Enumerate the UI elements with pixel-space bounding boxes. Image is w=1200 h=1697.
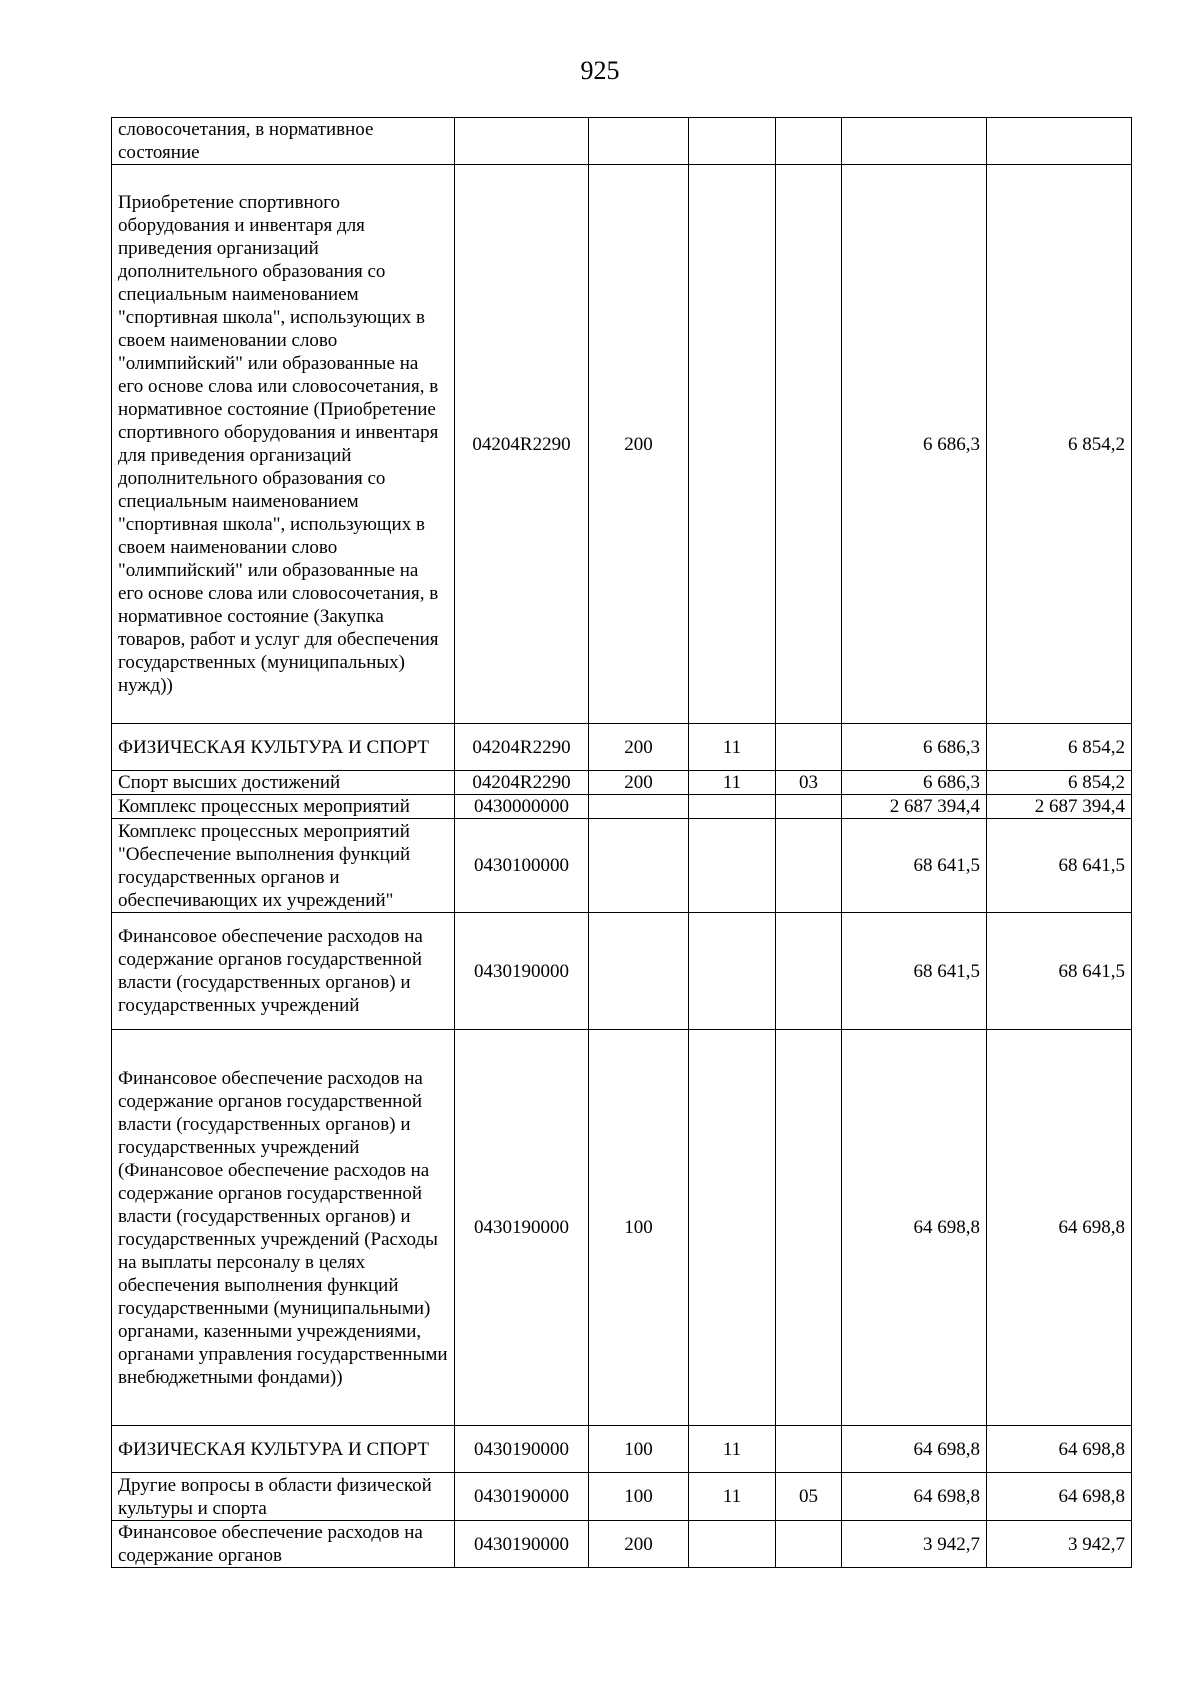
row-target-code: 04204R2290 <box>455 165 589 724</box>
row-target-code <box>455 118 589 165</box>
row-section <box>689 1030 776 1426</box>
row-expense-type: 100 <box>589 1030 689 1426</box>
row-section: 11 <box>689 771 776 795</box>
row-subsection <box>776 165 842 724</box>
row-amount-year2: 6 854,2 <box>987 165 1132 724</box>
row-expense-type: 100 <box>589 1426 689 1473</box>
page-number: 925 <box>580 56 620 85</box>
row-expense-type: 200 <box>589 1521 689 1568</box>
row-name: словосочетания, в нормативное состояние <box>112 118 455 165</box>
row-section: 11 <box>689 1426 776 1473</box>
row-amount-year2: 6 854,2 <box>987 724 1132 771</box>
row-subsection <box>776 1030 842 1426</box>
row-target-code: 0430190000 <box>455 1521 589 1568</box>
row-amount-year2: 64 698,8 <box>987 1473 1132 1521</box>
row-target-code: 0430190000 <box>455 1426 589 1473</box>
row-expense-type: 200 <box>589 724 689 771</box>
row-expense-type: 200 <box>589 165 689 724</box>
row-amount-year1: 6 686,3 <box>842 771 987 795</box>
row-subsection <box>776 1521 842 1568</box>
row-amount-year2: 68 641,5 <box>987 819 1132 913</box>
row-target-code: 04204R2290 <box>455 771 589 795</box>
row-name: Комплекс процессных мероприятий <box>112 795 455 819</box>
row-name: ФИЗИЧЕСКАЯ КУЛЬТУРА И СПОРТ <box>112 724 455 771</box>
row-subsection <box>776 819 842 913</box>
row-section <box>689 1521 776 1568</box>
row-amount-year1: 2 687 394,4 <box>842 795 987 819</box>
row-expense-type: 100 <box>589 1473 689 1521</box>
row-subsection <box>776 118 842 165</box>
row-subsection <box>776 724 842 771</box>
row-amount-year2: 6 854,2 <box>987 771 1132 795</box>
row-amount-year2: 64 698,8 <box>987 1030 1132 1426</box>
row-amount-year2: 2 687 394,4 <box>987 795 1132 819</box>
table-row <box>112 1030 1132 1426</box>
table-row <box>112 724 1132 771</box>
row-name: Другие вопросы в области физической культуры и спорта <box>112 1473 455 1521</box>
row-subsection <box>776 1426 842 1473</box>
row-amount-year2: 64 698,8 <box>987 1426 1132 1473</box>
row-section: 11 <box>689 1473 776 1521</box>
row-amount-year1: 64 698,8 <box>842 1426 987 1473</box>
budget-table-body <box>112 118 1132 1568</box>
row-amount-year1 <box>842 118 987 165</box>
table-row <box>112 819 1132 913</box>
row-name: Финансовое обеспечение расходов на содержание органов <box>112 1521 455 1568</box>
row-expense-type <box>589 118 689 165</box>
row-name: Финансовое обеспечение расходов на содержание органов государственной власти (государственных органов) и государственных учреждений (Финансовое обеспечение расходов на содержание органов государственной власти (государственных органов) и государственных учреждений (Расходы на выплаты персоналу в целях обеспечения выполнения функций государственными (муниципальными) органами, казенными учреждениями, органами управления государственными внебюджетными фондами)) <box>112 1030 455 1426</box>
table-row <box>112 795 1132 819</box>
row-target-code: 0430100000 <box>455 819 589 913</box>
row-expense-type: 200 <box>589 771 689 795</box>
row-amount-year2: 3 942,7 <box>987 1521 1132 1568</box>
row-name: Спорт высших достижений <box>112 771 455 795</box>
table-row <box>112 118 1132 165</box>
row-subsection: 05 <box>776 1473 842 1521</box>
row-amount-year1: 3 942,7 <box>842 1521 987 1568</box>
row-target-code: 04204R2290 <box>455 724 589 771</box>
table-row <box>112 1426 1132 1473</box>
row-amount-year2 <box>987 118 1132 165</box>
row-section <box>689 913 776 1030</box>
row-name: ФИЗИЧЕСКАЯ КУЛЬТУРА И СПОРТ <box>112 1426 455 1473</box>
table-row <box>112 913 1132 1030</box>
row-amount-year1: 68 641,5 <box>842 819 987 913</box>
row-amount-year1: 6 686,3 <box>842 165 987 724</box>
row-target-code: 0430190000 <box>455 913 589 1030</box>
table-row <box>112 771 1132 795</box>
row-section <box>689 165 776 724</box>
budget-table <box>111 117 1132 1568</box>
table-row <box>112 165 1132 724</box>
row-section <box>689 795 776 819</box>
row-name: Финансовое обеспечение расходов на содержание органов государственной власти (государственных органов) и государственных учреждений <box>112 913 455 1030</box>
row-target-code: 0430000000 <box>455 795 589 819</box>
table-row <box>112 1521 1132 1568</box>
row-expense-type <box>589 913 689 1030</box>
row-subsection <box>776 795 842 819</box>
row-subsection: 03 <box>776 771 842 795</box>
row-section <box>689 819 776 913</box>
row-name: Приобретение спортивного оборудования и инвентаря для приведения организаций дополнительного образования со специальным наименованием "спортивная школа", использующих в своем наименовании слово "олимпийский" или образованные на его основе слова или словосочетания, в нормативное состояние (Приобретение спортивного оборудования и инвентаря для приведения организаций дополнительного образования со специальным наименованием "спортивная школа", использующих в своем наименовании слово "олимпийский" или образованные на его основе слова или словосочетания, в нормативное состояние (Закупка товаров, работ и услуг для обеспечения государственных (муниципальных) нужд)) <box>112 165 455 724</box>
row-expense-type <box>589 819 689 913</box>
row-expense-type <box>589 795 689 819</box>
row-target-code: 0430190000 <box>455 1473 589 1521</box>
row-name: Комплекс процессных мероприятий "Обеспечение выполнения функций государственных органов и обеспечивающих их учреждений" <box>112 819 455 913</box>
row-section <box>689 118 776 165</box>
row-subsection <box>776 913 842 1030</box>
row-amount-year1: 6 686,3 <box>842 724 987 771</box>
row-target-code: 0430190000 <box>455 1030 589 1426</box>
row-amount-year2: 68 641,5 <box>987 913 1132 1030</box>
row-amount-year1: 64 698,8 <box>842 1473 987 1521</box>
row-amount-year1: 64 698,8 <box>842 1030 987 1426</box>
row-amount-year1: 68 641,5 <box>842 913 987 1030</box>
table-row <box>112 1473 1132 1521</box>
row-section: 11 <box>689 724 776 771</box>
